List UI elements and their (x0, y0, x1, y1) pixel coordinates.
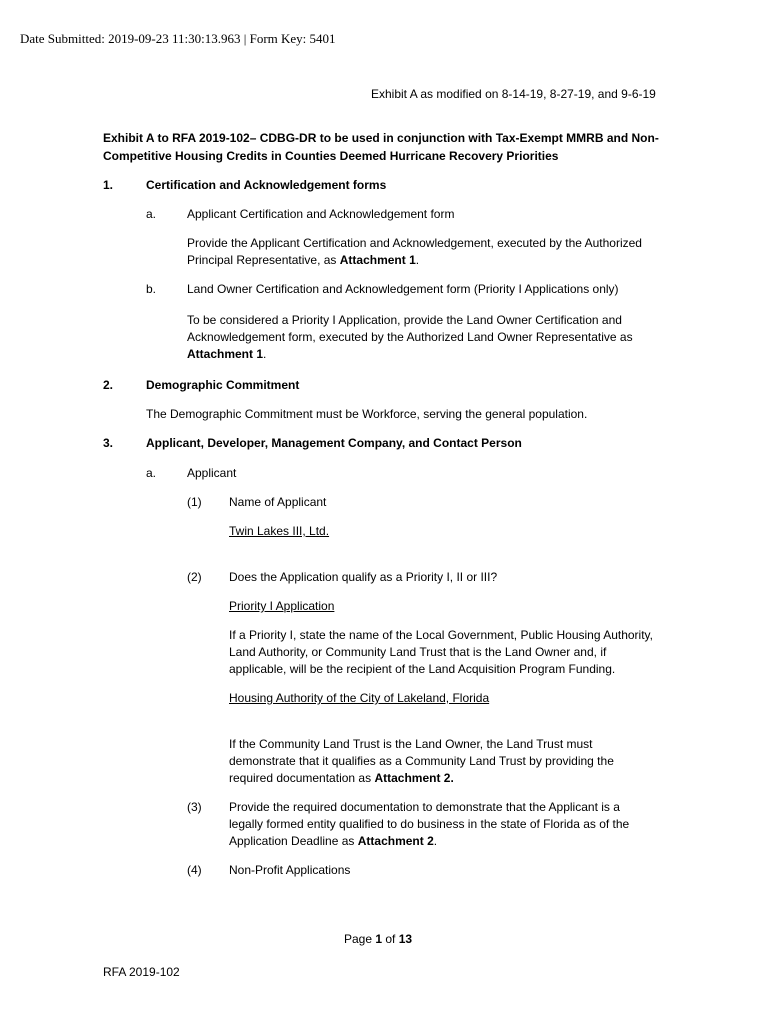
item-title: Applicant (187, 466, 237, 480)
question-label: Non-Profit Applications (229, 863, 351, 877)
item-label: a. (146, 207, 157, 221)
item-title: Applicant Certification and Acknowledgement form (187, 207, 455, 221)
section-number: 2. (103, 378, 114, 392)
attachment-ref: Attachment 2. (374, 771, 454, 785)
paragraph-line: demonstrate that it qualifies as a Community Land Trust by providing the (229, 754, 614, 768)
attachment-ref: Attachment 1 (187, 347, 264, 361)
answer-value: Priority I Application (229, 599, 335, 613)
attachment-ref: Attachment 2 (357, 834, 434, 848)
exhibit-note: Exhibit A as modified on 8-14-19, 8-27-19, and 9-6-19 (371, 87, 656, 101)
submission-header: Date Submitted: 2019-09-23 11:30:13.963 | Form Key: 5401 (20, 31, 336, 46)
question-number: (3) (187, 800, 202, 814)
section-number: 1. (103, 178, 114, 192)
paragraph-line: To be considered a Priority I Application, provide the Land Owner Certification and (187, 313, 622, 327)
item-label: a. (146, 466, 157, 480)
paragraph-line: Land Authority, or Community Land Trust that is the Land Owner and, if (229, 645, 607, 659)
answer-value: Twin Lakes III, Ltd. (229, 524, 330, 538)
item-label: b. (146, 282, 157, 296)
paragraph-line: If a Priority I, state the name of the Local Government, Public Housing Authority, (229, 628, 653, 642)
section-heading: Applicant, Developer, Management Company, and Contact Person (146, 436, 522, 450)
paragraph-line: Provide the Applicant Certification and Acknowledgement, executed by the Authorized (187, 236, 642, 250)
paragraph-line: Acknowledgement form, executed by the Authorized Land Owner Representative as (187, 330, 633, 344)
paragraph-line: legally formed entity qualified to do business in the state of Florida as of the (229, 817, 630, 831)
section-heading: Demographic Commitment (146, 378, 300, 392)
question-number: (2) (187, 570, 202, 584)
question-label: Does the Application qualify as a Priority I, II or III? (229, 570, 498, 584)
title-line-1: Exhibit A to RFA 2019-102– CDBG-DR to be used in conjunction with Tax-Exempt MMRB and Non- (103, 131, 659, 145)
question-number: (4) (187, 863, 202, 877)
paragraph-line: applicable, will be the recipient of the Land Acquisition Program Funding. (229, 662, 616, 676)
document-id: RFA 2019-102 (103, 965, 180, 979)
paragraph-line: The Demographic Commitment must be Workforce, serving the general population. (146, 407, 588, 421)
attachment-ref: Attachment 1 (339, 253, 416, 267)
page-number: Page 1 of 13 (344, 932, 413, 946)
paragraph-line: required documentation as Attachment 2. (229, 771, 454, 785)
paragraph-line: Application Deadline as Attachment 2. (229, 834, 438, 848)
paragraph-line: Attachment 1. (187, 347, 267, 361)
paragraph-line: Principal Representative, as Attachment 1. (187, 253, 420, 267)
section-heading: Certification and Acknowledgement forms (146, 178, 387, 192)
title-line-2: Competitive Housing Credits in Counties Deemed Hurricane Recovery Priorities (103, 149, 559, 163)
item-title: Land Owner Certification and Acknowledgement form (Priority I Applications only) (187, 282, 619, 296)
paragraph-line: If the Community Land Trust is the Land Owner, the Land Trust must (229, 737, 593, 751)
section-number: 3. (103, 436, 114, 450)
answer-value: Housing Authority of the City of Lakeland, Florida (229, 691, 490, 705)
paragraph-line: Provide the required documentation to demonstrate that the Applicant is a (229, 800, 620, 814)
question-number: (1) (187, 495, 202, 509)
question-label: Name of Applicant (229, 495, 327, 509)
